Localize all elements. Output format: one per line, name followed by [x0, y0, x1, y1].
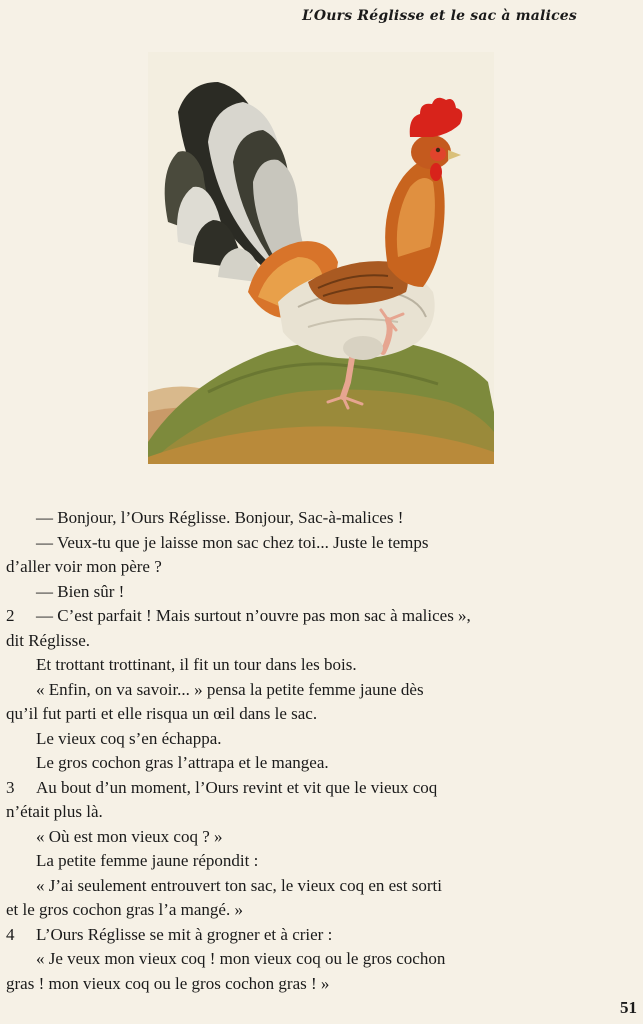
text-line	[6, 727, 578, 752]
line-text: Et trottant trottinant, il fit un tour dans les bois.	[36, 655, 357, 674]
line-text: d’aller voir mon père ?	[6, 557, 162, 576]
text-line	[6, 506, 578, 531]
line-text: qu’il fut parti et elle risqua un œil dans le sac.	[6, 704, 318, 723]
text-line	[6, 800, 578, 825]
text-line	[6, 653, 578, 678]
text-line	[6, 972, 578, 997]
text-line	[6, 751, 578, 776]
text-line	[6, 947, 578, 972]
text-line	[6, 678, 578, 703]
line-text: n’était plus là.	[6, 802, 103, 821]
line-text: « J’ai seulement entrouvert ton sac, le vieux coq en est sorti	[36, 875, 442, 895]
paragraph-number: 2	[6, 606, 15, 625]
text-line	[6, 531, 578, 556]
text-line	[6, 849, 578, 874]
text-line	[6, 776, 578, 801]
line-text: L’Ours Réglisse se mit à grogner et à crier :	[36, 924, 333, 944]
running-header: L’Ours Réglisse et le sac à malices	[302, 8, 577, 24]
line-text: « Je veux mon vieux coq ! mon vieux coq ou le gros cochon	[36, 949, 446, 968]
text-line	[6, 580, 578, 605]
text-line	[6, 825, 578, 850]
line-text: — Bien sûr !	[36, 581, 125, 601]
rooster-illustration	[148, 52, 494, 464]
line-text: Le vieux coq s’en échappa.	[36, 728, 222, 748]
text-line	[6, 555, 578, 580]
text-line	[6, 604, 578, 629]
paragraph-number: 3	[6, 777, 15, 797]
line-text: Le gros cochon gras l’attrapa et le mangea.	[36, 753, 329, 772]
text-line	[6, 629, 578, 654]
line-text: dit Réglisse.	[6, 630, 91, 650]
text-line	[6, 874, 578, 899]
rooster-image	[148, 52, 494, 464]
story-text	[6, 506, 578, 996]
line-text: « Enfin, on va savoir... » pensa la petite femme jaune dès	[36, 679, 424, 699]
line-text: « Où est mon vieux coq ? »	[36, 826, 223, 846]
page-number: 51	[620, 998, 637, 1017]
line-text: gras ! mon vieux coq ou le gros cochon gras ! »	[6, 973, 330, 993]
text-line	[6, 702, 578, 727]
text-line	[6, 923, 578, 948]
line-text: et le gros cochon gras l’a mangé. »	[6, 900, 243, 919]
line-text: — C’est parfait ! Mais surtout n’ouvre pas mon sac à malices »,	[36, 606, 471, 625]
line-text: Au bout d’un moment, l’Ours revint et vit que le vieux coq	[36, 777, 438, 797]
paragraph-number: 4	[6, 924, 15, 944]
line-text: — Bonjour, l’Ours Réglisse. Bonjour, Sac-à-malices !	[36, 508, 404, 527]
line-text: La petite femme jaune répondit :	[36, 851, 259, 870]
text-line	[6, 898, 578, 923]
line-text: — Veux-tu que je laisse mon sac chez toi... Juste le temps	[36, 532, 429, 552]
